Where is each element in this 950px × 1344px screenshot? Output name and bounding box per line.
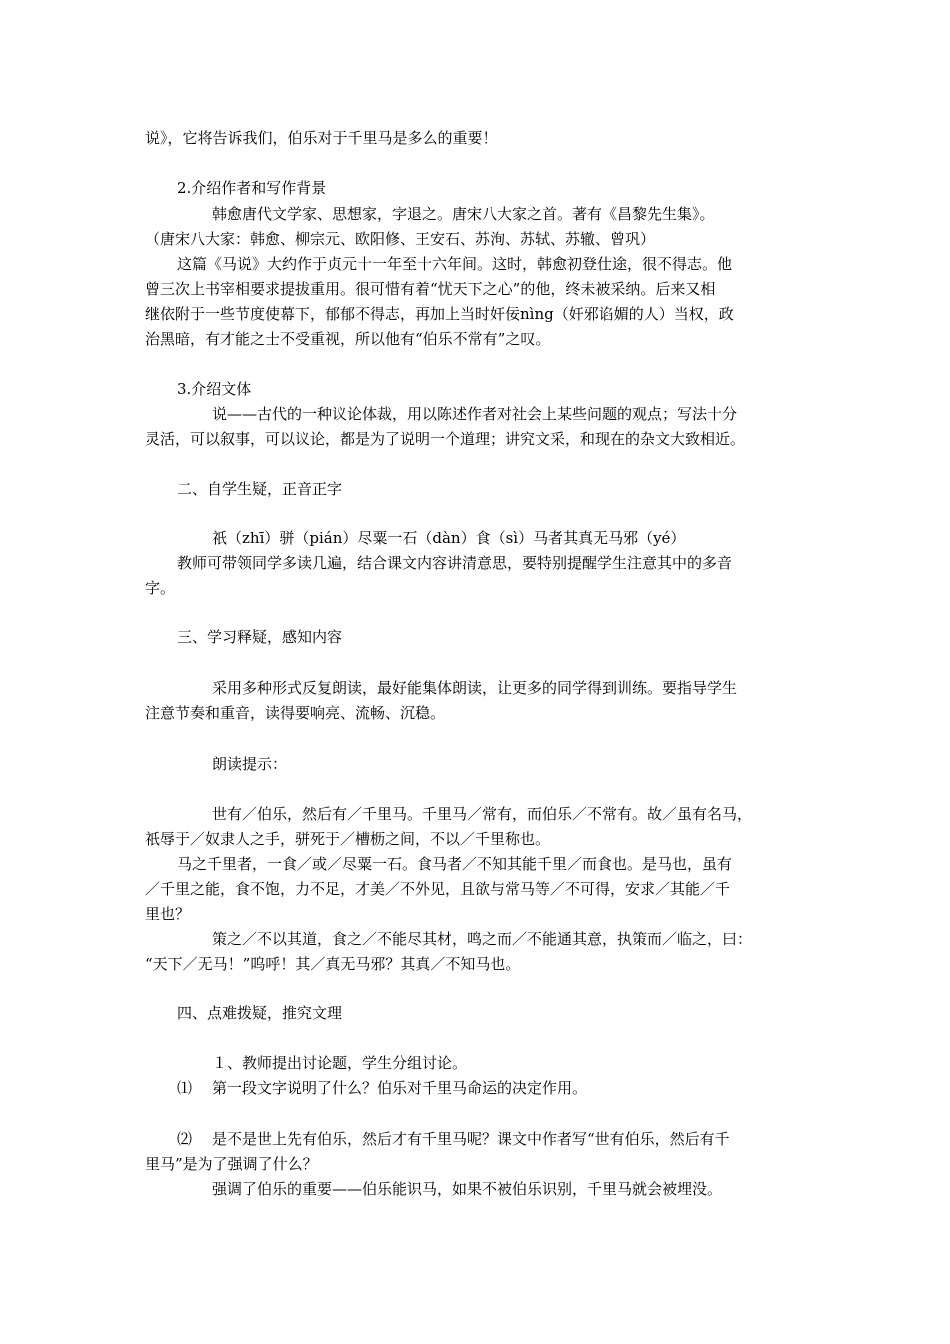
genre-paragraph-line: 说——古代的一种议论体裁，用以陈述作者对社会上某些问题的观点；写法十分: [212, 405, 738, 423]
background-paragraph-line: 曾三次上书宰相要求提拔重用。很可惜有着“忧天下之心”的他，终未被采纳。后来又相: [145, 280, 716, 298]
reading-passage-line: 世有／伯乐，然后有／千里马。千里马／常有，而伯乐／不常有。故／虽有名马，: [212, 805, 753, 823]
question-number: ⑴: [177, 1079, 193, 1097]
intro-line: 说》，它将告诉我们，伯乐对于千里马是多么的重要！: [145, 129, 498, 147]
section-heading-four: 四、点难拨疑，推究文理: [177, 1004, 343, 1022]
background-paragraph-line: 继依附于一些节度使幕下，郁郁不得志，再加上当时奸佞nìng（奸邪谄媚的人）当权，政: [145, 305, 734, 323]
genre-paragraph-line: 灵活，可以叙事，可以议论，都是为了说明一个道理；讲究文采，和现在的杂文大致相近。: [145, 430, 746, 448]
discussion-task-line: １、教师提出讨论题，学生分组讨论。: [212, 1054, 468, 1072]
background-paragraph-line: 治黑暗，有才能之士不受重视，所以他有“伯乐不常有”之叹。: [145, 330, 551, 348]
section-heading-author: 2.介绍作者和写作背景: [177, 179, 327, 197]
reading-passage-line: 里也？: [145, 905, 191, 923]
section-heading-two: 二、自学生疑，正音正字: [177, 480, 343, 498]
reading-passage-line: ／千里之能，食不饱，力不足，才美／不外见，且欲与常马等／不可得，安求／其能／千: [145, 880, 731, 898]
background-paragraph-line: 这篇《马说》大约作于贞元十一年至十六年间。这时，韩愈初登仕途，很不得志。他: [177, 255, 733, 273]
reading-passage-line: 祇辱于／奴隶人之手，骈死于／槽枥之间，不以／千里称也。: [145, 830, 551, 848]
section-two-paragraph-line: 教师可带领同学多读几遍，结合课文内容讲清意思，要特别提醒学生注意其中的多音: [177, 554, 733, 572]
section-heading-three: 三、学习释疑，感知内容: [177, 628, 343, 646]
reading-passage-line: 马之千里者，一食／或／尽粟一石。食马者／不知其能千里／而食也。是马也，虽有: [177, 855, 733, 873]
author-paragraph-line: （唐宋八大家：韩愈、柳宗元、欧阳修、王安石、苏洵、苏轼、苏辙、曾巩）: [145, 230, 656, 248]
section-heading-genre: 3.介绍文体: [177, 380, 252, 398]
answer-text: 强调了伯乐的重要——伯乐能识马，如果不被伯乐识别，千里马就会被埋没。: [212, 1180, 723, 1198]
section-two-paragraph-line: 字。: [145, 579, 176, 597]
section-three-paragraph-line: 注意节奏和重音，读得要响亮、流畅、沉稳。: [145, 704, 446, 722]
question-text: 里马”是为了强调了什么？: [145, 1155, 318, 1173]
question-number: ⑵: [177, 1130, 193, 1148]
question-text: 第一段文字说明了什么？伯乐对千里马命运的决定作用。: [212, 1079, 588, 1097]
reading-passage-line: “天下／无马！”呜呼！其／真无马邪？其真／不知马也。: [145, 955, 521, 973]
author-paragraph-line: 韩愈唐代文学家、思想家，字退之。唐宋八大家之首。著有《昌黎先生集》。: [212, 205, 715, 223]
section-three-paragraph-line: 采用多种形式反复朗读，最好能集体朗读，让更多的同学得到训练。要指导学生: [212, 679, 738, 697]
pinyin-line: 祇（zhī）骈（pián）尽粟一石（dàn）食（sì）马者其真无马邪（yé）: [212, 529, 686, 547]
reading-passage-line: 策之／不以其道，食之／不能尽其材，鸣之而／不能通其意，执策而／临之，曰：: [212, 930, 753, 948]
question-text: 是不是世上先有伯乐，然后才有千里马呢？课文中作者写“世有伯乐，然后有千: [212, 1130, 730, 1148]
reading-tips-label: 朗读提示：: [212, 755, 288, 773]
